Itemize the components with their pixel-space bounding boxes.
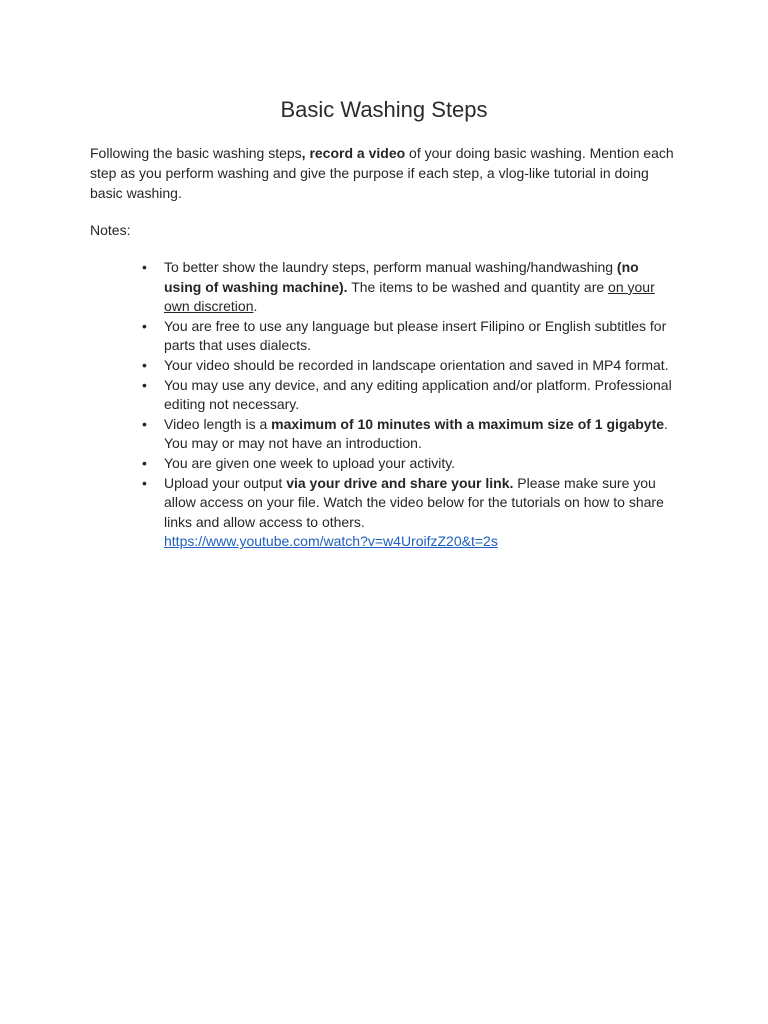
intro-bold: , record a video: [301, 145, 406, 161]
bullet-icon: •: [142, 454, 147, 471]
note-text: You are given one week to upload your activity.: [164, 454, 456, 471]
note-bold: maximum of 10 minutes with a maximum size of 1 gigabyte: [271, 415, 665, 432]
intro-paragraph: [90, 143, 680, 203]
note-item: [142, 415, 674, 454]
notes-list: [142, 258, 674, 552]
intro-text-1: Following the basic washing steps: [90, 145, 302, 161]
bullet-icon: •: [142, 356, 147, 373]
document-title: Basic Washing Steps: [280, 97, 488, 122]
note-bold: (no using of washing machine).: [164, 259, 639, 295]
note-text: To better show the laundry steps, perform manual washing/handwashing: [164, 259, 617, 275]
bullet-icon: •: [142, 317, 147, 334]
bullet-icon: •: [142, 259, 147, 275]
note-item: [142, 454, 674, 474]
note-item: [142, 376, 674, 415]
note-text: Video length is a: [164, 415, 272, 432]
bullet-icon: •: [142, 376, 147, 393]
note-text: You are free to use any language but please insert Filipino or English subtitles for parts that uses dialects.: [164, 317, 667, 354]
youtube-tutorial-link[interactable]: https://www.youtube.com/watch?v=w4UroifzZ20&t=2s: [164, 533, 498, 550]
note-item: [142, 356, 674, 376]
bullet-icon: •: [142, 474, 147, 491]
bullet-icon: •: [142, 415, 147, 432]
notes-label: Notes:: [90, 222, 131, 238]
note-item: [142, 317, 674, 356]
note-text: Your video should be recorded in landscape orientation and saved in MP4 format.: [164, 356, 669, 373]
note-bold: via your drive and share your link.: [286, 474, 514, 491]
note-text: You may use any device, and any editing application and/or platform. Professional editing not necessary.: [164, 376, 672, 413]
intro-text-2: of your doing basic washing. Mention each step as you perform washing and give the purpose if each step, a vlog-like tutorial in doing basic washing.: [90, 145, 674, 201]
note-text: Please make sure you allow access on your file. Watch the video below for the tutorials on how to share links and allow access to others.: [164, 474, 664, 530]
note-item: [142, 258, 674, 317]
note-text: . You may or may not have an introduction.: [164, 415, 668, 452]
note-text: .: [253, 298, 258, 315]
note-underline: on your own discretion: [164, 278, 655, 315]
note-text: Upload your output: [164, 474, 287, 491]
note-item: [142, 474, 674, 552]
note-text: The items to be washed and quantity are: [347, 278, 609, 295]
